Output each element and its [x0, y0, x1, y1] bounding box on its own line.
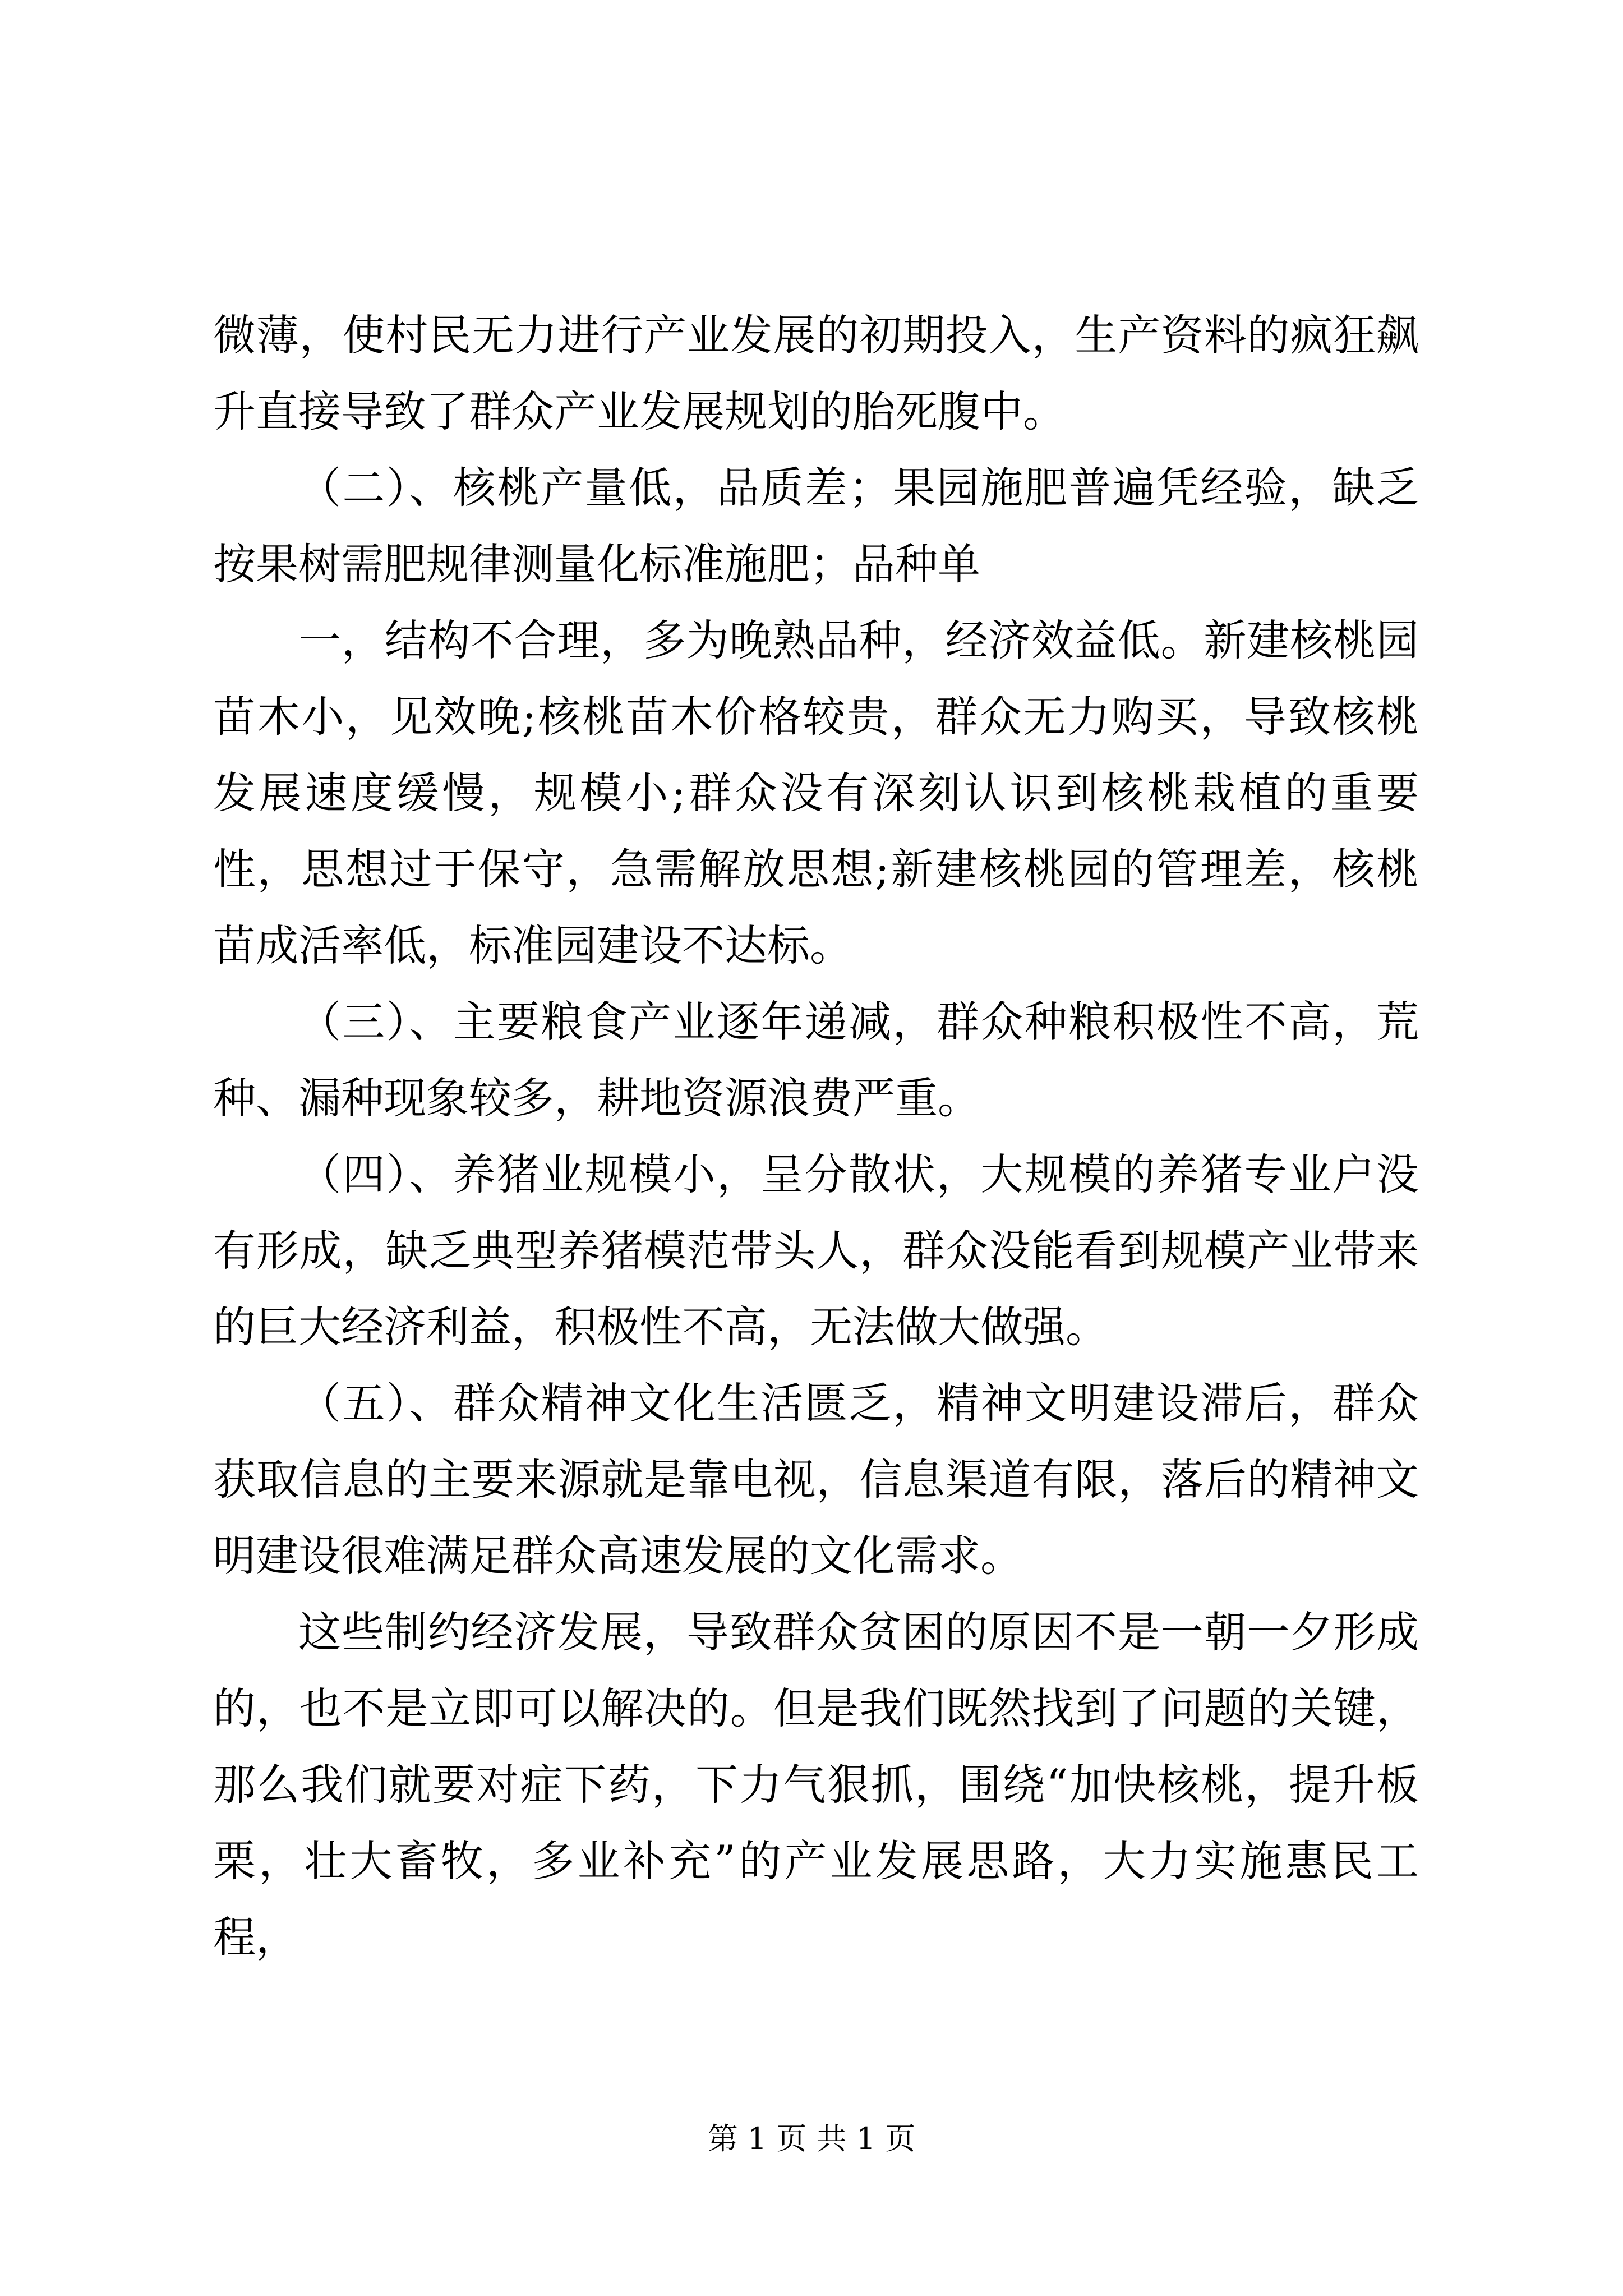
document-body	[213, 297, 1419, 1976]
paragraph-4: （三）、主要粮食产业逐年递减，群众种粮积极性不高，荒种、漏种现象较多，耕地资源浪费严重。	[213, 997, 1419, 1123]
paragraph-7: 这些制约经济发展，导致群众贫困的原因不是一朝一夕形成的，也不是立即可以解决的。但是我们既然找到了问题的关键，那么我们就要对症下药，下力气狠抓，围绕“加快核桃，提升板栗，壮大畜牧，多业补充”的产业发展思路，大力实施惠民工程，	[213, 1607, 1419, 1962]
paragraph-2: （二）、核桃产量低，品质差；果园施肥普遍凭经验，缺乏按果树需肥规律测量化标准施肥；品种单	[213, 463, 1419, 589]
page-number-label: 第 1 页 共 1 页	[707, 2121, 916, 2156]
paragraph-3: 一，结构不合理，多为晚熟品种，经济效益低。新建核桃园苗木小，见效晚;核桃苗木价格较贵，群众无力购买，导致核桃发展速度缓慢，规模小;群众没有深刻认识到核桃栽植的重要性，思想过于保守，急需解放思想;新建核桃园的管理差，核桃苗成活率低，标准园建设不达标。	[213, 615, 1419, 970]
paragraph-1: 微薄，使村民无力进行产业发展的初期投入，生产资料的疯狂飙升直接导致了群众产业发展规划的胎死腹中。	[213, 310, 1419, 436]
page-footer	[0, 2119, 1623, 2159]
paragraph-6: （五）、群众精神文化生活匮乏，精神文明建设滞后，群众获取信息的主要来源就是靠电视，信息渠道有限，落后的精神文明建设很难满足群众高速发展的文化需求。	[213, 1378, 1419, 1581]
paragraph-5: （四）、养猪业规模小，呈分散状，大规模的养猪专业户没有形成，缺乏典型养猪模范带头人，群众没能看到规模产业带来的巨大经济利益，积极性不高，无法做大做强。	[213, 1149, 1419, 1352]
